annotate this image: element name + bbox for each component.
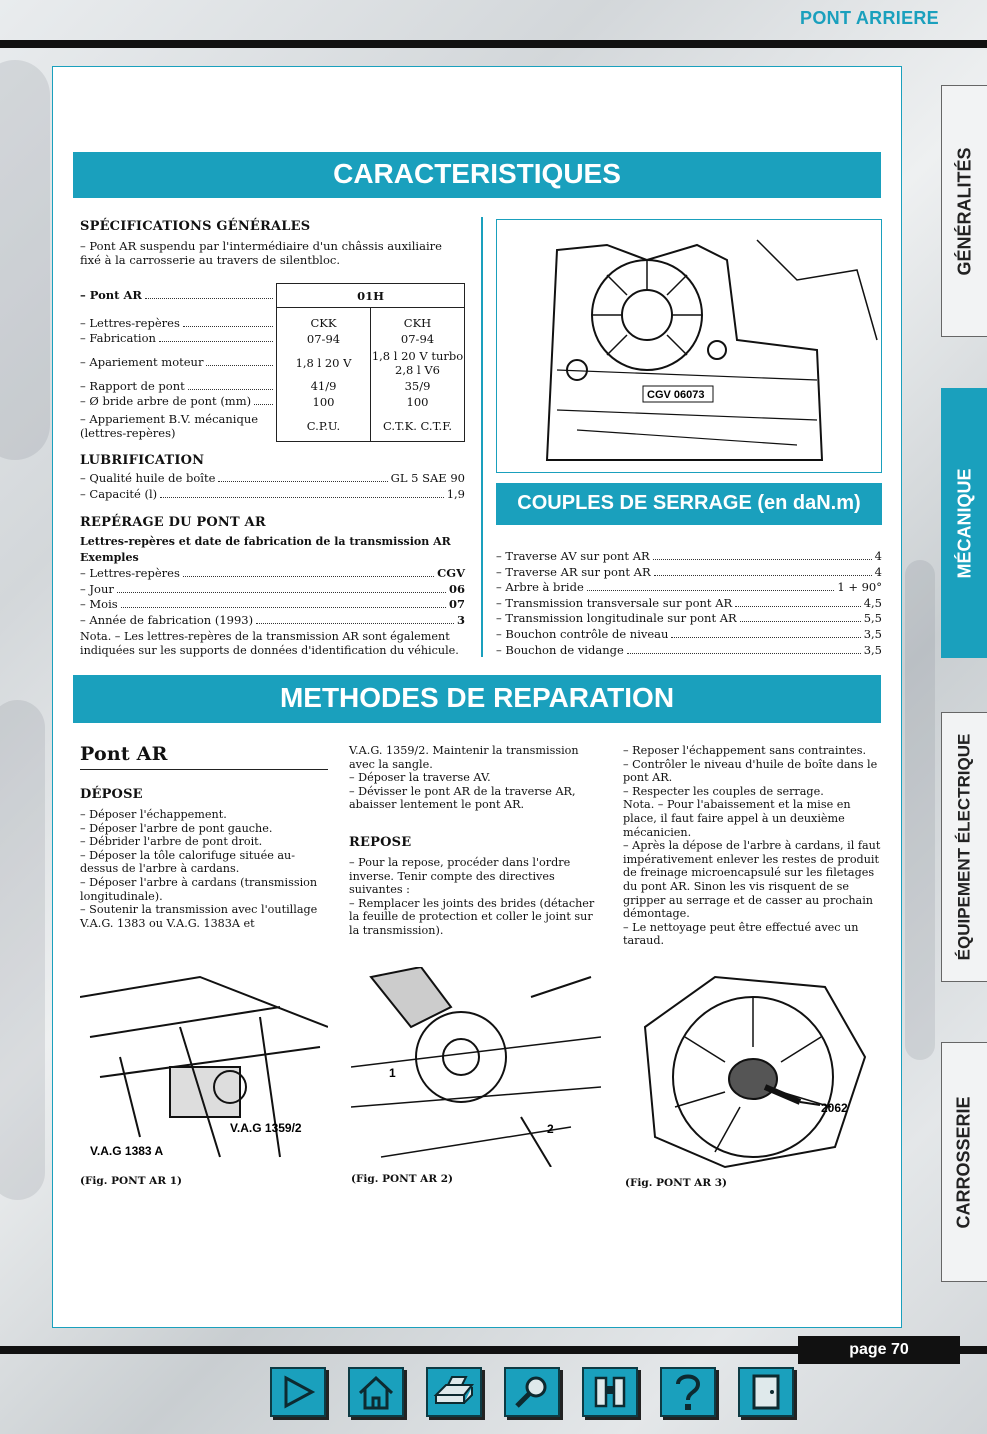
- list-item: – Dévisser le pont AR de la traverse AR, abaisser lentement le pont AR.: [349, 784, 576, 812]
- home-button[interactable]: [348, 1367, 404, 1417]
- fig2-label-2: 2: [547, 1122, 554, 1136]
- search-icon: [512, 1372, 552, 1412]
- specs-intro: – Pont AR suspendu par l'intermédiaire d'un châssis auxiliaire fixé à la carrosserie au travers de silentbloc.: [80, 239, 442, 267]
- transmission-illustration: [497, 220, 882, 473]
- fig1-label-1: V.A.G 1383 A: [90, 1144, 164, 1158]
- list-item: – Déposer l'arbre de pont gauche.: [80, 821, 273, 835]
- list-item: – Déposer l'échappement.: [80, 808, 227, 821]
- tab-equipement-electrique[interactable]: [941, 712, 987, 982]
- background-shape: [0, 60, 50, 460]
- page-header-title: PONT ARRIERE: [800, 8, 939, 28]
- figure-1-illustration: [80, 967, 328, 1167]
- lubrification-list: [80, 471, 465, 502]
- binoculars-button[interactable]: [582, 1367, 638, 1417]
- tab-mecanique[interactable]: [941, 388, 987, 658]
- fig1-label-2: V.A.G 1359/2: [230, 1121, 302, 1135]
- repose-heading: REPOSE: [349, 835, 412, 850]
- list-item: – Transmission longitudinale sur pont AR 5,5: [496, 611, 882, 626]
- list-item: – Traverse AR sur pont AR 4: [496, 564, 882, 579]
- list-item: – Traverse AV sur pont AR 4: [496, 549, 882, 563]
- repose-list: [349, 856, 605, 938]
- list-item: – Lettres-repères CGV: [80, 566, 465, 580]
- list-item: – Arbre à bride 1 + 90°: [496, 580, 882, 595]
- home-icon: [356, 1373, 396, 1411]
- list-item: – Après la dépose de l'arbre à cardans, il faut impérativement enlever les restes de produit de freinage microencapsulé sur les filetages du pont AR. Sinon les vis risquent de se gripper au serrage et de casser au prochain démontage.: [623, 839, 881, 921]
- list-item: – Déposer l'arbre à cardans (transmission longitudinale).: [80, 875, 318, 903]
- reperage-subheading: Lettres-repères et date de fabrication de la transmission AR: [80, 535, 451, 548]
- list-item: – Capacité (l) 1,9: [80, 486, 465, 501]
- list-item: – Le nettoyage peut être effectué avec un taraud.: [623, 920, 859, 948]
- exit-button[interactable]: [738, 1367, 794, 1417]
- spec-table-header-value: 01H: [277, 284, 465, 308]
- table-row: – Rapport de pont 41/9 35/9: [80, 379, 465, 395]
- tab-carrosserie-label: CARROSSERIE: [954, 1095, 974, 1229]
- figure-3-illustration: [625, 967, 883, 1177]
- list-item: Nota. – Pour l'abaissement et la mise en place, il faut faire appel à un deuxième mécanicien.: [623, 798, 851, 839]
- table-row: – Appariement B.V. mécanique (lettres-repères) C.P.U. C.T.K. C.T.F.: [80, 410, 465, 442]
- depose-heading: DÉPOSE: [80, 787, 143, 802]
- table-row: – Lettres-repères CKK CKH: [80, 316, 465, 332]
- background-shape: [0, 700, 45, 1200]
- spec-table: [80, 283, 465, 442]
- list-item: – Déposer la traverse AV.: [349, 771, 491, 785]
- help-icon: [670, 1372, 706, 1412]
- figure-2-illustration: [351, 967, 601, 1167]
- list-item: – Année de fabrication (1993) 3: [80, 612, 465, 627]
- caracteristiques-banner: CARACTERISTIQUES: [73, 152, 881, 198]
- page-number: page 70: [798, 1336, 960, 1364]
- spec-table-header-label: – Pont AR: [80, 284, 277, 308]
- figure-1-caption: (Fig. PONT AR 1): [80, 1175, 182, 1187]
- couples-banner: COUPLES DE SERRAGE (en daN.m): [496, 483, 882, 525]
- list-item: – Jour 06: [80, 581, 465, 596]
- column-divider: [481, 217, 483, 657]
- list-item: – Bouchon de vidange 3,5: [496, 642, 882, 657]
- tab-mecanique-label: MÉCANIQUE: [954, 467, 975, 579]
- tab-generalites-label: GÉNÉRALITÉS: [954, 146, 975, 276]
- next-button[interactable]: [270, 1367, 326, 1417]
- list-item: – Débrider l'arbre de pont droit.: [80, 835, 263, 849]
- list-item: – Déposer la tôle calorifuge située au-dessus de l'arbre à cardans.: [80, 848, 296, 876]
- tab-equipement-electrique-label: ÉQUIPEMENT ÉLECTRIQUE: [954, 733, 974, 961]
- depose-list: [80, 808, 330, 930]
- figure-1: [80, 967, 328, 1167]
- content-panel: [52, 66, 902, 1328]
- list-item: – Remplacer les joints des brides (détacher la feuille de protection et coller le joint sur la transmission).: [349, 896, 595, 937]
- list-item: – Soutenir la transmission avec l'outillage V.A.G. 1383 ou V.A.G. 1383A et: [80, 903, 318, 930]
- tab-generalites[interactable]: [941, 85, 987, 337]
- list-item: – Reposer l'échappement sans contraintes.: [623, 744, 867, 757]
- reperage-heading: REPÉRAGE DU PONT AR: [80, 515, 266, 530]
- list-item: – Bouchon contrôle de niveau 3,5: [496, 626, 882, 641]
- depose-list-continued: [349, 744, 605, 812]
- figure-2-caption: (Fig. PONT AR 2): [351, 1173, 453, 1185]
- background-shape: [905, 560, 935, 1060]
- specs-heading: SPÉCIFICATIONS GÉNÉRALES: [80, 219, 311, 234]
- list-item: – Mois 07: [80, 597, 465, 612]
- list-item: – Qualité huile de boîte GL 5 SAE 90: [80, 471, 465, 485]
- repose-list-continued: [623, 744, 881, 948]
- tab-carrosserie[interactable]: [941, 1042, 987, 1282]
- figure-2: [351, 967, 601, 1167]
- pont-ar-title: Pont AR: [80, 743, 168, 765]
- print-button[interactable]: [426, 1367, 482, 1417]
- list-item: – Transmission transversale sur pont AR 4,5: [496, 595, 882, 610]
- exit-icon: [748, 1372, 784, 1412]
- title-rule: [80, 769, 328, 770]
- print-icon: [432, 1373, 476, 1411]
- next-icon: [280, 1374, 316, 1410]
- reperage-nota: Nota. – Les lettres-repères de la transmission AR sont également indiquées sur les supports de données d'identification du véhicule.: [80, 630, 459, 657]
- search-button[interactable]: [504, 1367, 560, 1417]
- list-item: – Respecter les couples de serrage.: [623, 784, 824, 798]
- list-item: V.A.G. 1359/2. Maintenir la transmission avec la sangle.: [349, 744, 579, 771]
- figure-3-caption: (Fig. PONT AR 3): [625, 1177, 727, 1189]
- top-bar: [0, 40, 987, 48]
- fig2-label-1: 1: [389, 1066, 396, 1080]
- figure-3: [625, 967, 883, 1177]
- fig3-label-1: 2062: [821, 1101, 848, 1115]
- reperage-examples-label: Exemples: [80, 551, 139, 564]
- table-row: – Apariement moteur 1,8 l 20 V 1,8 l 20 V turbo 2,8 l V6: [80, 348, 464, 377]
- methodes-banner: METHODES DE REPARATION: [73, 675, 881, 723]
- help-button[interactable]: [660, 1367, 716, 1417]
- transmission-photo: [496, 219, 882, 473]
- photo-code-label: CGV 06073: [647, 389, 705, 401]
- binoculars-icon: [590, 1372, 630, 1412]
- list-item: – Contrôler le niveau d'huile de boîte dans le pont AR.: [623, 757, 878, 785]
- list-item: – Pour la repose, procéder dans l'ordre inverse. Tenir compte des directives suivantes :: [349, 856, 571, 897]
- table-row: – Fabrication 07-94 07-94: [80, 331, 465, 347]
- table-row: – Ø bride arbre de pont (mm) 100 100: [80, 394, 465, 410]
- reperage-list: [80, 566, 465, 628]
- lubrification-heading: LUBRIFICATION: [80, 453, 205, 468]
- couples-list: [496, 549, 882, 658]
